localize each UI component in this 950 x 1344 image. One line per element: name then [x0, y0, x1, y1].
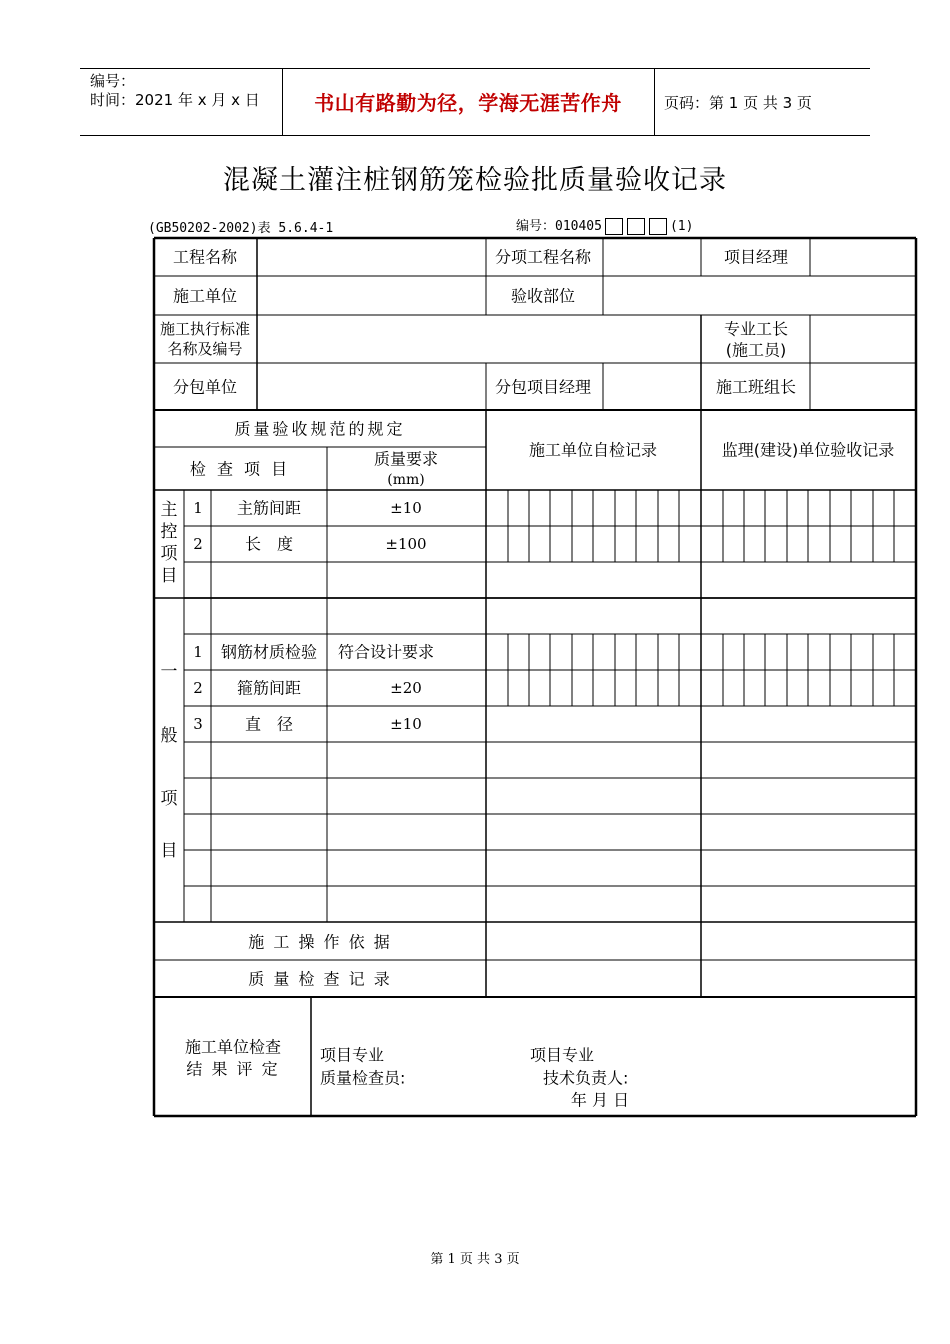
- label-standard-1: 施工执行标准: [159, 320, 251, 338]
- label-project-manager: 项目经理: [723, 247, 789, 267]
- label-supervision: 监理(建设)单位验收记录: [721, 440, 895, 460]
- acceptance-form: [153, 237, 918, 1122]
- label-check-items: 检 查 项 目: [189, 459, 291, 479]
- label-quality-record: 质 量 检 查 记 录: [248, 969, 392, 989]
- label-quality-req-2: (mm): [387, 472, 425, 488]
- header-divider-right: [654, 68, 655, 136]
- time-label: 时间：2021 年 x 月 x 日: [90, 91, 260, 109]
- number-box[interactable]: [649, 218, 667, 235]
- label-foreman-1: 专业工长: [723, 319, 789, 339]
- label-main-group: 主: [160, 500, 178, 520]
- item-requirement: ±10: [390, 715, 422, 733]
- item-name: 钢筋材质检验: [220, 642, 318, 662]
- label-sub-manager: 分包项目经理: [494, 377, 592, 397]
- item-requirement: 符合设计要求: [337, 642, 435, 662]
- item-name: 直 径: [244, 714, 294, 734]
- label-general-group: 一: [160, 662, 178, 682]
- page-footer: 第 1 页 共 3 页: [430, 1252, 520, 1267]
- label-operation-basis: 施 工 操 作 依 据: [248, 932, 392, 952]
- label-acceptance-part: 验收部位: [510, 286, 576, 306]
- label-main-group: 项: [160, 544, 178, 564]
- label-self-check: 施工单位自检记录: [528, 440, 658, 460]
- motto: 书山有路勤为径，学海无涯苦作舟: [314, 91, 622, 115]
- label-foreman-2: (施工员): [725, 340, 787, 360]
- label-subcontractor: 分包单位: [172, 377, 238, 397]
- item-name: 长 度: [244, 534, 294, 554]
- label-tech-1: 项目专业: [530, 1045, 595, 1065]
- item-number: 2: [193, 535, 203, 553]
- number-boxes[interactable]: [605, 218, 667, 235]
- label-general-group: 般: [160, 726, 178, 746]
- page-title: 混凝土灌注桩钢筋笼检验批质量验收记录: [223, 165, 727, 196]
- label-project-name: 工程名称: [172, 247, 238, 267]
- label-main-group: 目: [160, 566, 178, 586]
- form-number: [516, 215, 693, 235]
- label-general-group: 项: [160, 789, 178, 809]
- label-team-leader: 施工班组长: [715, 377, 797, 397]
- label-eval-2: 结 果 评 定: [186, 1059, 280, 1079]
- label-quality-req-1: 质量要求: [373, 449, 439, 469]
- item-requirement: ±20: [390, 679, 422, 697]
- label-date: 年 月 日: [570, 1090, 630, 1110]
- item-number: 3: [193, 715, 203, 733]
- item-number: 1: [193, 499, 203, 517]
- label-general-group: 目: [160, 841, 178, 861]
- header-bottom-rule: [80, 135, 870, 136]
- form-number-suffix: (1): [669, 219, 694, 234]
- standard-code: (GB50202-2002)表 5.6.4-1: [148, 221, 334, 236]
- label-eval-1: 施工单位检查: [184, 1037, 282, 1057]
- number-box[interactable]: [627, 218, 645, 235]
- item-number: 2: [193, 679, 203, 697]
- form-number-prefix: 编号：010405: [516, 219, 602, 234]
- item-name: 箍筋间距: [236, 678, 302, 698]
- page-label: 页码：第 1 页 共 3 页: [664, 94, 812, 112]
- label-spec-header: 质量验收规范的规定: [234, 419, 406, 439]
- item-requirement: ±10: [390, 499, 422, 517]
- label-tech-2: 技术负责人:: [543, 1068, 629, 1088]
- label-main-group: 控: [160, 522, 178, 542]
- number-box[interactable]: [605, 218, 623, 235]
- label-inspector-2: 质量检查员:: [320, 1068, 406, 1088]
- item-name: 主筋间距: [236, 498, 302, 518]
- label-construction-unit: 施工单位: [172, 286, 238, 306]
- item-number: 1: [193, 643, 203, 661]
- item-requirement: ±100: [385, 535, 427, 553]
- label-inspector-1: 项目专业: [320, 1045, 385, 1065]
- label-standard-2: 名称及编号: [167, 340, 243, 358]
- code-label: 编号：: [90, 72, 136, 90]
- label-subproject-name: 分项工程名称: [494, 247, 592, 267]
